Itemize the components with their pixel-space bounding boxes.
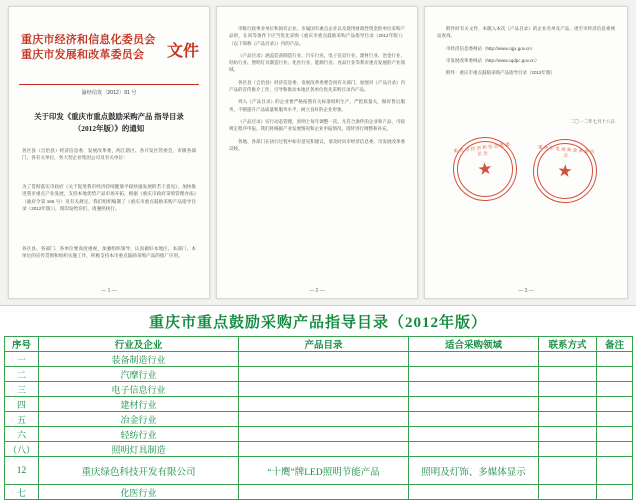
- row-field: [409, 352, 539, 367]
- row-contact: [539, 442, 597, 457]
- row-seq: 七: [5, 485, 39, 500]
- row-seq: （八）: [5, 442, 39, 457]
- table-row: [5, 427, 633, 442]
- row-field: [409, 382, 539, 397]
- row-product: [239, 442, 409, 457]
- row-industry: 重庆绿色科技开发有限公司: [39, 457, 239, 485]
- row-industry: 建材行业: [39, 397, 239, 412]
- p2-para-1: 市级行政事业单位和国有企业、市属国有重点企业以及使用财政性资金的单位采购产品时，在同等条件下应当优先采购《重庆市重点鼓励采购产品指导目录（2012年版）》（以下简称《产品目录》）内的产品。: [229, 26, 405, 46]
- row-contact: [539, 485, 597, 500]
- row-product: [239, 397, 409, 412]
- seal-star-icon: ★: [556, 160, 574, 182]
- table-row: [5, 412, 633, 427]
- row-seq: 五: [5, 412, 39, 427]
- row-seq: 二: [5, 367, 39, 382]
- signature-date: 二〇一二年七月十八日: [570, 119, 615, 124]
- row-note: [597, 382, 633, 397]
- p2-para-3: 各区县（自治县）经济信息委、发展改革委要会同有关部门，加强对《产品目录》内产品的宣传推介工作，引导和推动本地区各单位优先采购目录内产品。: [229, 79, 405, 93]
- org-line-2: 重庆市发展和改革委员会: [21, 49, 145, 61]
- row-seq: 一: [5, 352, 39, 367]
- table-row: [5, 367, 633, 382]
- row-product: “十鹰”牌LED照明节能产品: [239, 457, 409, 485]
- row-product: [239, 485, 409, 500]
- row-note: [597, 352, 633, 367]
- row-contact: [539, 397, 597, 412]
- row-product: [239, 367, 409, 382]
- row-note: [597, 457, 633, 485]
- page-number-1: — 1 —: [101, 288, 117, 294]
- official-seal-development-icon: [530, 136, 599, 205]
- table-row: [5, 352, 633, 367]
- col-header-note: 备注: [597, 337, 633, 352]
- col-header-seq: 序号: [5, 337, 39, 352]
- row-field: [409, 397, 539, 412]
- scan-page-1: [8, 6, 210, 299]
- col-header-field: 适合采购领域: [409, 337, 539, 352]
- doc-paragraph-2: 为了贯彻落实市政府《关于促进我市经济持续健康平稳快速发展的若干意见》，加快推进我市重点产业发展，支持本地优势产品市场开拓，根据《重庆市政府采购管理办法》（渝府令第 166 号）及有关规定，我们组织编制了《重庆市重点鼓励采购产品指导目录（2012年版）》，现印发给你们，请遵照执行。: [22, 184, 196, 212]
- scan-page-3: [424, 6, 628, 299]
- seal-top-text: 重庆市经济和信息化委员会: [453, 141, 512, 157]
- row-field: [409, 412, 539, 427]
- row-industry: 装备制造行业: [39, 352, 239, 367]
- seal-top-text: 重庆市发展和改革委员会: [537, 144, 596, 159]
- row-product: [239, 382, 409, 397]
- row-note: [597, 485, 633, 500]
- official-seal-economy-icon: [449, 133, 520, 204]
- row-contact: [539, 352, 597, 367]
- doc-paragraph-1: 各区县（自治县）经济信息委、发展改革委，两江新区、各开发区管委会，市级各部门、各有关单位，各大型企业集团公司及有关单位：: [22, 148, 196, 161]
- catalog-table: [4, 336, 633, 500]
- issuing-organizations: [21, 33, 171, 63]
- document-number: 渝经信发〔2012〕91 号: [81, 90, 137, 96]
- table-row: [5, 382, 633, 397]
- table-row-highlighted-product: [5, 457, 633, 485]
- row-seq: 12: [5, 457, 39, 485]
- row-product: [239, 352, 409, 367]
- row-contact: [539, 382, 597, 397]
- seal-star-icon: ★: [476, 158, 494, 180]
- row-industry: 电子信息行业: [39, 382, 239, 397]
- scan-page-2: [216, 6, 418, 299]
- col-header-product: 产品目录: [239, 337, 409, 352]
- catalog-section: [0, 305, 636, 498]
- row-industry: 轻纺行业: [39, 427, 239, 442]
- p3-para-1: 附件时有关文件，本随入本次《产品目录》的企业名单及产品，请至市经济信息委网站查询。: [437, 26, 615, 39]
- p3-url-1: 市经济信息委网站（http://www.cqjx.gov.cn）: [446, 45, 536, 51]
- document-title: 关于印发《重庆市重点鼓励采购产品 指导目录（2012年版）》的通知: [34, 112, 184, 133]
- page-number-3: — 3 —: [518, 288, 534, 294]
- row-seq: 四: [5, 397, 39, 412]
- row-note: [597, 427, 633, 442]
- catalog-title: 重庆市重点鼓励采购产品指导目录（2012年版）: [148, 315, 487, 331]
- p3-attachment: 附件：重庆市重点鼓励采购产品指导目录（2012年版）: [446, 70, 556, 76]
- red-divider-line: [19, 84, 199, 85]
- row-product: [239, 412, 409, 427]
- table-row: [5, 397, 633, 412]
- page2-body: [229, 25, 405, 157]
- row-contact: [539, 367, 597, 382]
- p2-para-6: 各地、各部门在执行过程中如有意见和建议，请及时向市经济信息委、市发展改革委反映。: [229, 138, 405, 151]
- row-industry: 照明灯具制造: [39, 442, 239, 457]
- row-seq: 六: [5, 427, 39, 442]
- row-industry: 汽摩行业: [39, 367, 239, 382]
- row-seq: 三: [5, 382, 39, 397]
- row-field: [409, 442, 539, 457]
- p2-para-2: 《产品目录》涵盖装备制造行业、汽车行业、电子信息行业、建材行业、冶金行业、轻纺行业、照明灯具制造行业、化医行业、能源行业、食品行业等我市重点发展的产业领域。: [229, 52, 405, 73]
- table-row: [5, 485, 633, 500]
- row-note: [597, 442, 633, 457]
- document-word: 文件: [166, 43, 199, 60]
- p2-para-4: 列入《产品目录》的企业要严格按照有关标准组织生产，严把质量关，做好售后服务，不断提升产品质量和服务水平，树立良好的企业形象。: [229, 99, 405, 112]
- row-field: [409, 427, 539, 442]
- p2-para-5: 《产品目录》实行动态管理，原则上每年调整一次。凡符合条件的企业和产品，可按规定程序申报。我们将根据产业发展情况和企业申报情况，适时进行调整和补充。: [229, 118, 405, 132]
- table-row: [5, 442, 633, 457]
- col-header-contact: 联系方式: [539, 337, 597, 352]
- table-header-row: [5, 337, 633, 352]
- row-contact: [539, 412, 597, 427]
- row-contact: [539, 427, 597, 442]
- col-header-industry: 行业及企业: [39, 337, 239, 352]
- row-product: [239, 427, 409, 442]
- row-industry: 冶金行业: [39, 412, 239, 427]
- p3-url-2: 市发展改革委网站（http://www.cqdpc.gov.cn）: [446, 57, 540, 63]
- row-note: [597, 367, 633, 382]
- row-field: [409, 485, 539, 500]
- doc-paragraph-3: 各区县、各部门、各单位要高度重视，加强组织领导，认真做好本地区、本部门、本单位的宣传贯彻和组织实施工作，积极支持本市重点鼓励采购产品的推广应用。: [22, 246, 196, 259]
- row-note: [597, 397, 633, 412]
- row-field: 照明及灯饰、多媒体显示: [409, 457, 539, 485]
- row-industry: 化医行业: [39, 485, 239, 500]
- page-number-2: — 2 —: [309, 288, 325, 294]
- row-contact: [539, 457, 597, 485]
- org-line-1: 重庆市经济和信息化委员会: [21, 34, 156, 46]
- row-field: [409, 367, 539, 382]
- page3-body: [437, 25, 615, 81]
- row-note: [597, 412, 633, 427]
